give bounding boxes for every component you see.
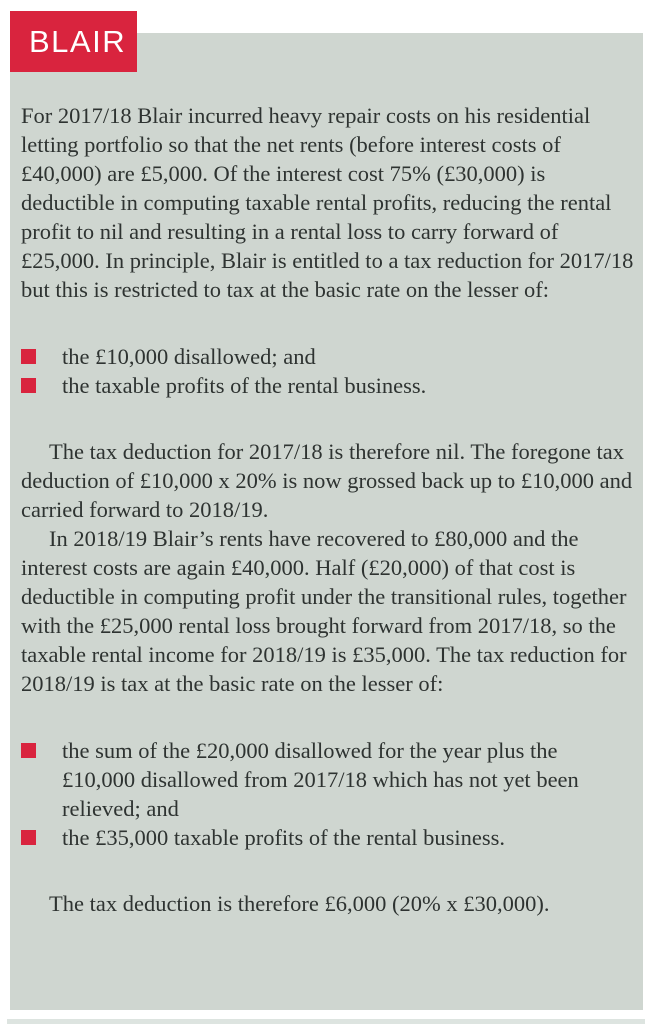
bullet-list-second bbox=[21, 736, 634, 852]
list-item bbox=[21, 371, 634, 400]
list-item-text: the £35,000 taxable profits of the rental business. bbox=[62, 825, 506, 850]
list-item bbox=[21, 342, 634, 371]
paragraph-2017-18-deduction: The tax deduction for 2017/18 is therefore nil. The foregone tax deduction of £10,000 x 20% is now grossed back up to £10,000 and carried forward to 2018/19. bbox=[21, 439, 633, 522]
list-item-text: the sum of the £20,000 disallowed for the year plus the £10,000 disallowed from 2017/18 which has not yet been relieved; and bbox=[62, 738, 579, 821]
paragraph-intro: For 2017/18 Blair incurred heavy repair costs on his residential letting portfolio so that the net rents (before interest costs of £40,000) are £5,000. Of the interest cost 75% (£30,000) is deductible in computing taxable rental profits, reducing the rental profit to nil and resulting in a rental loss to carry forward of £25,000. In principle, Blair is entitled to a tax reduction for 2017/18 but this is restricted to tax at the basic rate on the lesser of: bbox=[21, 103, 634, 302]
paragraph-closing: The tax deduction is therefore £6,000 (20% x £30,000). bbox=[49, 891, 550, 916]
section-header-tab bbox=[10, 11, 137, 72]
bullet-list-first bbox=[21, 342, 634, 400]
bullet-square-icon bbox=[21, 349, 36, 364]
example-panel bbox=[10, 33, 643, 1010]
section-title: BLAIR bbox=[29, 23, 127, 59]
next-section-edge bbox=[7, 1019, 645, 1024]
paragraph-2018-19: In 2018/19 Blair’s rents have recovered to £80,000 and the interest costs are again £40,000. Half (£20,000) of that cost is deductible in computing profit under the transitional rules, together with the £25,000 rental loss brought forward from 2017/18, so the taxable rental income for 2018/19 is £35,000. The tax reduction for 2018/19 is tax at the basic rate on the lesser of: bbox=[21, 526, 627, 696]
bullet-square-icon bbox=[21, 743, 36, 758]
list-item bbox=[21, 823, 634, 852]
bullet-square-icon bbox=[21, 378, 36, 393]
list-item-text: the £10,000 disallowed; and bbox=[62, 344, 316, 369]
list-item-text: the taxable profits of the rental business. bbox=[62, 373, 427, 398]
bullet-square-icon bbox=[21, 830, 36, 845]
list-item bbox=[21, 736, 634, 823]
